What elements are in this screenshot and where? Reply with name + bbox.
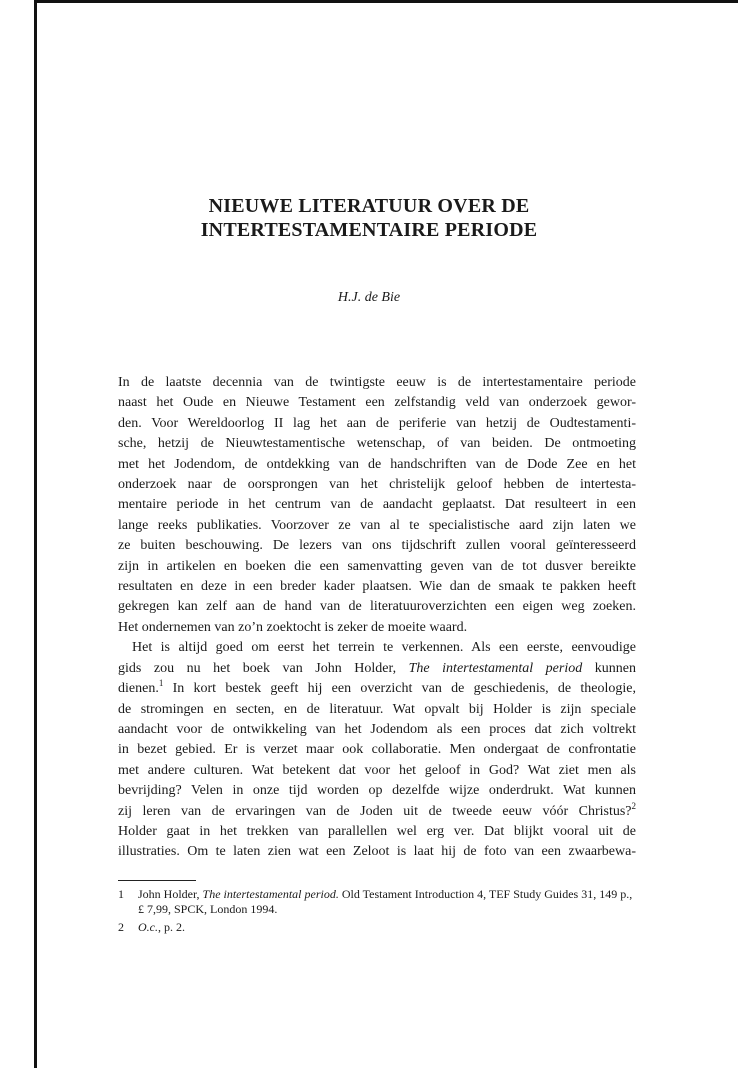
footnote-text: John Holder, The intertestamental period. Old Testament Introduction 4, TEF Study Guides 31, 149 p., £ 7,99, SPCK, London 1994. (138, 887, 633, 916)
body-line: Het is altijd goed om eerst het terrein te verkennen. Als een eerste, eenvoudige (132, 640, 636, 656)
body-line: Holder gaat in het trekken van parallellen wel erg ver. Dat blijkt vooral uit de (118, 823, 636, 839)
body-line: Het ondernemen van zo’n zoektocht is zeker de moeite waard. (118, 619, 468, 635)
body-line: met andere culturen. Wat betekent dat voor het geloof in God? Wat ziet men als (118, 762, 636, 778)
body-line: dienen.$^1$ In kort bestek geeft hij een overzicht van de geschiedenis, de theologie, (118, 678, 636, 697)
body-line: In de laatste decennia van de twintigste eeuw is de intertestamentaire periode (118, 375, 636, 390)
footnote-ref-2[interactable]: 2 (631, 800, 636, 811)
footnote-divider (118, 880, 196, 881)
body-line: aandacht voor de ontwikkeling van het Jodendom als een proces dat zich voltrekt (118, 721, 636, 737)
body-line: illustraties. Om te laten zien wat een Zeloot is laat hij de foto van een zwaarbewa- (118, 844, 636, 860)
book-title-italic: The intertestamental period (408, 660, 583, 676)
body-line: naast het Oude en Nieuwe Testament een zelfstandig veld van onderzoek gewor- (118, 395, 636, 411)
body-line: bevrijding? Velen in onze tijd worden op dezelfde wijze onderdrukt. Wat kunnen (118, 783, 636, 799)
body-line: den. Voor Wereldoorlog II lag het aan de periferie van hetzij de Oudtestamenti- (118, 415, 636, 431)
body-line: sche, hetzij de Nieuwtestamentische wetenschap, of van beiden. De ontmoeting (118, 436, 636, 452)
title-line-2: INTERTESTAMENTAIRE PERIODE (200, 219, 538, 241)
footnote-number: 1 (118, 887, 124, 901)
paragraph-2 (118, 638, 636, 862)
footnote-1 (118, 887, 636, 916)
body-line: de stromingen en secten, en de literatuur. Wat opvalt bij Holder is zijn speciale (118, 701, 636, 717)
body-line: gekregen kan zelf aan de hand van de literatuuroverzichten een eigen weg zoeken. (118, 599, 636, 615)
paragraph-1 (118, 373, 636, 638)
body-line: lange reeks publikaties. Voorzover ze van al te specialistische aard zijn laten we (118, 517, 636, 533)
body-line: resultaten en deze in een breder kader plaatsen. Wie dan de smaak te pakken heeft (118, 579, 636, 595)
body-line: gids zou nu het boek van John Holder, The intertestamental period kunnen (118, 660, 636, 676)
body-line: zijn in artikelen en boeken die een samenvatting geven van de tot dusver bereikte (118, 558, 636, 574)
body-line: met het Jodendom, de ontdekking van de handschriften van de Dode Zee en het (118, 456, 636, 472)
body-line: mentaire periode in het centrum van de aandacht geplaatst. Dat resulteert in een (118, 497, 636, 513)
article-body (118, 373, 636, 863)
scan-edge-top (34, 0, 738, 3)
title-line-1: NIEUWE LITERATUUR OVER DE (208, 195, 530, 217)
scan-edge-left (34, 0, 37, 1068)
footnote-text: O.c., p. 2. (138, 920, 185, 934)
article-author: H.J. de Bie (337, 290, 401, 305)
footnotes (118, 887, 636, 939)
body-line: onderzoek naar de oorsprongen van het christelijk geloof hebben de intertesta- (118, 477, 636, 493)
article-title (0, 194, 738, 242)
body-line: in bezet gebied. Er is verzet maar ook collaboratie. Men ondergaat de confrontatie (118, 742, 636, 758)
footnote-ref-1[interactable]: 1 (158, 678, 164, 689)
body-line: zij leren van de ervaringen van de Joden uit de tweede eeuw vóór Christus?$^2$ (118, 800, 636, 819)
body-line: ze buiten beschouwing. De lezers van ons tijdschrift zullen vooral geïnteresseerd (118, 538, 636, 554)
footnote-2 (118, 920, 636, 935)
footnote-number: 2 (118, 920, 124, 934)
